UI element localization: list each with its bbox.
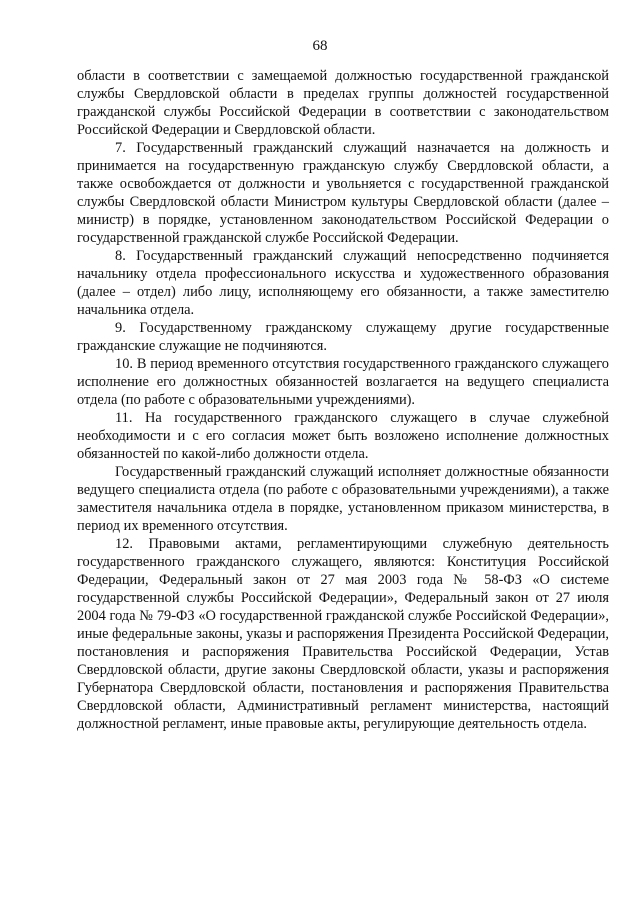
paragraph-12: 12. Правовыми актами, регламентирующими служебную деятельность государственного гражданского служащего, являются: Конституция Российской Федерации, Федеральный закон от 27 мая 2003 года № 58-ФЗ «О системе государственной службы Российской Федерации», Федеральный закон от 27 июля 2004 года № 79-ФЗ «О государственной гражданской службе Российской Федерации», иные федеральные законы, указы и распоряжения Президента Российской Федерации, постановления и распоряжения Правительства Российской Федерации, Устав Свердловской области, другие законы Свердловской области, указы и распоряжения Губернатора Свердловской области, постановления и распоряжения Правительства Свердловской области, Административный регламент министерства, настоящий должностной регламент, иные правовые акты, регулирующие деятельность отдела. <box>77 536 609 732</box>
paragraph-8: 8. Государственный гражданский служащий непосредственно подчиняется начальнику отдела профессионального искусства и художественного образования (далее – отдел) либо лицу, исполняющему его обязанности, а также заместителю начальника отдела. <box>77 248 609 318</box>
paragraph-11: 11. На государственного гражданского служащего в случае служебной необходимости и с его согласия может быть возложено исполнение должностных обязанностей по какой-либо должности отдела. <box>77 410 609 462</box>
paragraph-9: 9. Государственному гражданскому служащему другие государственные гражданские служащие не подчиняются. <box>77 320 609 354</box>
paragraph-continuation: области в соответствии с замещаемой должностью государственной гражданской службы Свердловской области в пределах группы должностей государственной гражданской службы Российской Федерации в соответствии с законодательством Российской Федерации и Свердловской области. <box>77 68 609 138</box>
paragraph-7: 7. Государственный гражданский служащий назначается на должность и принимается на государственную гражданскую службу Свердловской области, а также освобождается от должности и увольняется с государственной гражданской службы Свердловской области Министром культуры Свердловской области (далее – министр) в порядке, установленном законодательством Российской Федерации о государственной гражданской службе Российской Федерации. <box>77 140 609 246</box>
document-body <box>77 67 609 733</box>
paragraph-10: 10. В период временного отсутствия государственного гражданского служащего исполнение его должностных обязанностей возлагается на ведущего специалиста отдела (по работе с образовательными учреждениями). <box>77 356 609 408</box>
page-number: 68 <box>312 38 328 54</box>
paragraph-11-continuation: Государственный гражданский служащий исполняет должностные обязанности ведущего специалиста отдела (по работе с образовательными учреждениями), а также заместителя начальника отдела в порядке, установленном приказом министерства, в период их временного отсутствия. <box>77 464 609 534</box>
